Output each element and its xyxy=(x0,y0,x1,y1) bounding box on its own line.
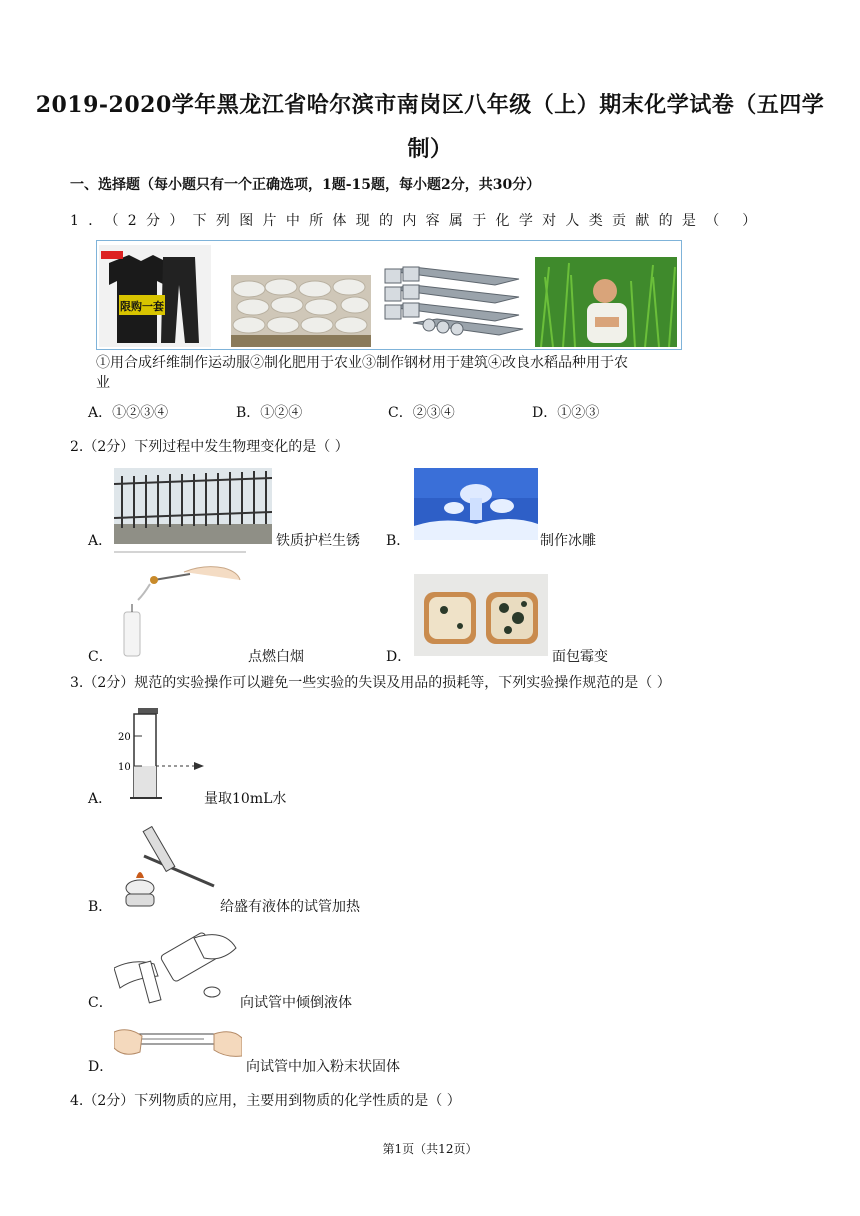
q2-option-c-caption: 点燃白烟 xyxy=(248,649,304,665)
q3-option-c-label[interactable]: C． xyxy=(88,995,113,1011)
sportswear-icon xyxy=(99,245,211,347)
question-3-stem: 3.（2分）规范的实验操作可以避免一些实验的失误及用品的损耗等，下列实验操作规范的是（ ） xyxy=(70,675,671,691)
q3-option-d-caption: 向试管中加入粉末状固体 xyxy=(246,1059,400,1075)
limited-offer-text: 限购一套 xyxy=(120,300,164,313)
q3-option-b-caption: 给盛有液体的试管加热 xyxy=(220,899,360,915)
q3-option-d-label[interactable]: D． xyxy=(88,1059,114,1075)
moldy-bread-image xyxy=(414,574,548,656)
q1-image-strip xyxy=(96,240,682,350)
section-heading: 一、选择题（每小题只有一个正确选项，1题-15题，每小题2分，共30分） xyxy=(70,177,541,193)
q2-option-c-label[interactable]: C． xyxy=(88,649,113,665)
exam-title-line2: 制） xyxy=(407,136,453,162)
question-2-stem: 2.（2分）下列过程中发生物理变化的是（ ） xyxy=(70,439,349,455)
q2-option-d-label[interactable]: D． xyxy=(386,649,412,665)
fertilizer-bags-image xyxy=(231,275,371,347)
q1-image-caption-line2: 业 xyxy=(96,375,110,391)
q1-option-d[interactable]: D．①②③ xyxy=(532,405,600,421)
question-4-stem: 4.（2分）下列物质的应用，主要用到物质的化学性质的是（ ） xyxy=(70,1093,461,1109)
sportswear-image xyxy=(99,245,211,347)
iron-fence-image xyxy=(114,468,272,544)
q2-option-a-caption: 铁质护栏生锈 xyxy=(276,533,360,549)
q1-option-b[interactable]: B．①②④ xyxy=(236,405,303,421)
candle-smoke-image xyxy=(114,550,246,660)
adding-powder-image xyxy=(114,1022,242,1068)
ice-sculpture-image xyxy=(414,468,538,540)
q1-option-a[interactable]: A．①②③④ xyxy=(88,405,169,421)
pouring-liquid-image xyxy=(114,928,240,1008)
cylinder-mark-10: 10 xyxy=(118,762,131,773)
rice-field-image xyxy=(535,257,677,347)
q3-option-c-caption: 向试管中倾倒液体 xyxy=(240,995,352,1011)
q3-option-a-caption: 量取10mL水 xyxy=(204,791,287,807)
q2-option-d-caption: 面包霉变 xyxy=(552,649,608,665)
cylinder-mark-20: 20 xyxy=(118,732,131,743)
page-footer: 第1页（共12页） xyxy=(382,1142,478,1156)
q2-option-a-label[interactable]: A． xyxy=(88,533,113,549)
q1-option-c[interactable]: C．②③④ xyxy=(388,405,455,421)
graduated-cylinder-image xyxy=(114,700,206,804)
q1-image-caption-line1: ①用合成纤维制作运动服②制化肥用于农业③制作钢材用于建筑④改良水稻品种用于农 xyxy=(96,355,628,371)
q3-option-a-label[interactable]: A． xyxy=(88,791,113,807)
q3-option-b-label[interactable]: B． xyxy=(88,899,113,915)
heating-test-tube-image xyxy=(114,816,220,912)
question-1-stem: 1．（2分）下列图片中所体现的内容属于化学对人类贡献的是（ ） xyxy=(70,213,766,229)
q2-option-b-caption: 制作冰雕 xyxy=(540,533,596,549)
q2-option-b-label[interactable]: B． xyxy=(386,533,411,549)
steel-tubes-image xyxy=(383,265,529,337)
exam-title-line1: 2019-2020学年黑龙江省哈尔滨市南岗区八年级（上）期末化学试卷（五四学 xyxy=(35,92,825,118)
